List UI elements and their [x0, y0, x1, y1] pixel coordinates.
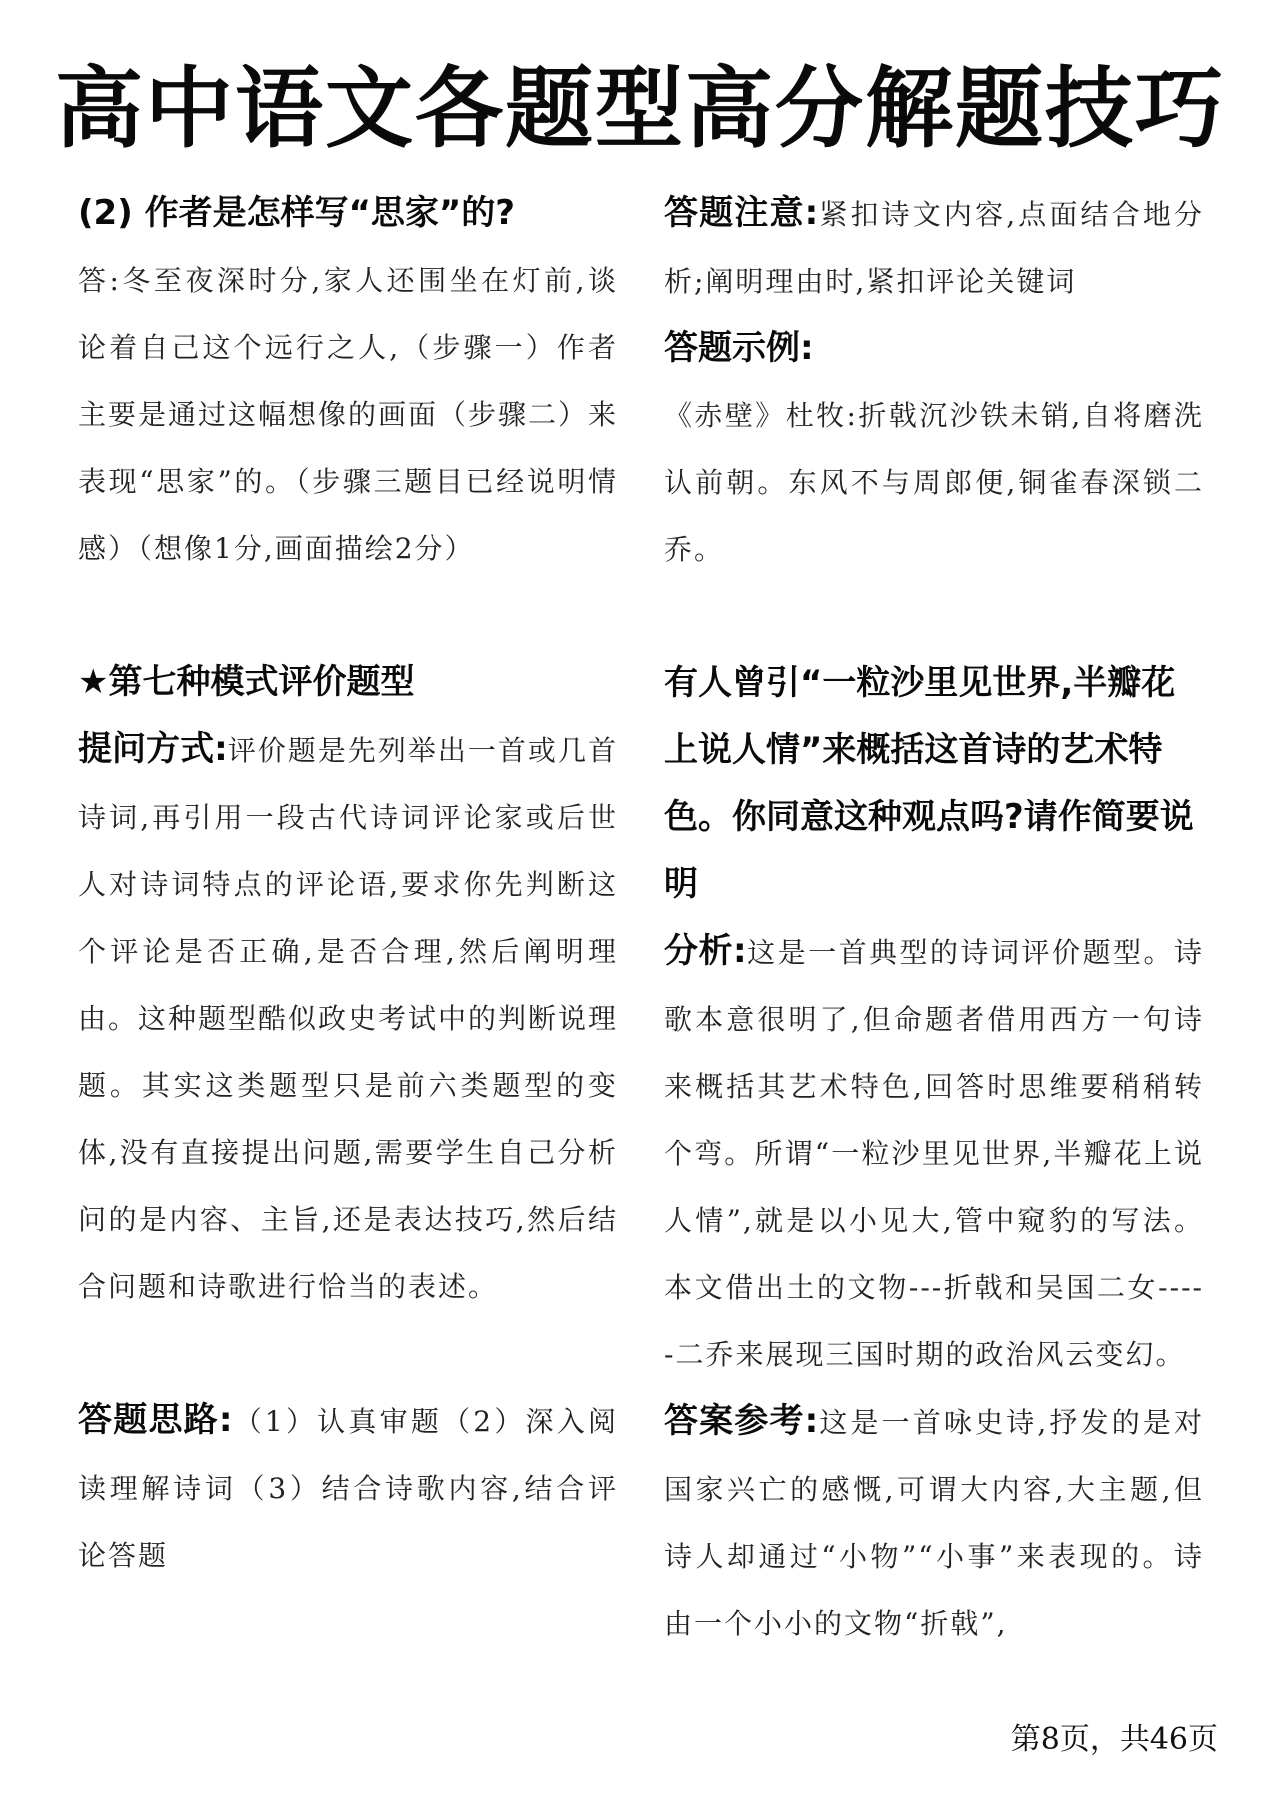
blank-space: [78, 1320, 618, 1387]
section-heading: ★第七种模式评价题型: [78, 662, 415, 702]
answer-paragraph: 答:冬至夜深时分,家人还围坐在灯前,谈论着自己这个远行之人,（步骤一）作者主要是通过这幅想像的画面（步骤二）来表现“思家”的。（步骤三题目已经说明情感）（想像1分,画面描绘2分）: [78, 264, 619, 565]
analysis-text: 这是一首典型的诗词评价题型。诗歌本意很明了,但命题者借用西方一句诗来概括其艺术特色,回答时思维要稍稍转个弯。所谓“一粒沙里见世界,半瓣花上说人情”,就是以小见大,管中窥豹的写法。本文借出土的文物---折戟和吴国二女-----二乔来展现三国时期的政治风云变幻。: [664, 936, 1204, 1371]
answer-idea-label: 答题思路:: [78, 1400, 233, 1440]
answer-note-text: 紧扣诗文内容,点面结合地分析;阐明理由时,紧扣评论关键词: [664, 198, 1204, 298]
blank-space: [78, 582, 618, 649]
answer-note-label: 答题注意:: [664, 193, 819, 233]
left-column: [78, 180, 618, 1589]
answer-idea-text: （1）认真审题（2）深入阅读理解诗词（3）结合诗歌内容,结合评论答题: [78, 1405, 618, 1572]
reference-answer-paragraph: [664, 1388, 1204, 1657]
blank-space: [664, 583, 1204, 650]
document-title: 高中语文各题型高分解题技巧: [54, 57, 1225, 160]
answer-example-label: 答题示例:: [664, 328, 814, 368]
evaluation-question: 有人曾引“一粒沙里见世界,半瓣花上说人情”来概括这首诗的艺术特色。你同意这种观点吗?请作简要说明: [664, 663, 1194, 904]
answer-note-paragraph: [664, 180, 1204, 315]
answer-idea-paragraph: [78, 1387, 618, 1589]
ask-method-text: 评价题是先列举出一首或几首诗词,再引用一段古代诗词评论家或后世人对诗词特点的评论语,要求你先判断这个评论是否正确,是否合理,然后阐明理由。这种题型酷似政史考试中的判断说理题。其实这类题型只是前六类题型的变体,没有直接提出问题,需要学生自己分析问的是内容、主旨,还是表达技巧,然后结合问题和诗歌进行恰当的表述。: [78, 734, 619, 1303]
answer-example-text: 《赤壁》杜牧:折戟沉沙铁未销,自将磨洗认前朝。东风不与周郎便,铜雀春深锁二乔。: [664, 399, 1204, 566]
question-heading: (2) 作者是怎样写“思家”的?: [78, 193, 515, 233]
right-column: [664, 180, 1204, 1657]
page-indicator: 第8页，共46页: [1010, 1722, 1218, 1757]
reference-answer-text: 这是一首咏史诗,抒发的是对国家兴亡的感慨,可谓大内容,大主题,但诗人却通过“小物”“小事”来表现的。诗由一个小小的文物“折戟”,: [664, 1406, 1204, 1640]
analysis-paragraph: [664, 918, 1204, 1388]
reference-answer-label: 答案参考:: [664, 1401, 819, 1441]
ask-method-paragraph: [78, 716, 618, 1320]
analysis-label: 分析:: [664, 931, 747, 971]
ask-method-label: 提问方式:: [78, 729, 228, 769]
